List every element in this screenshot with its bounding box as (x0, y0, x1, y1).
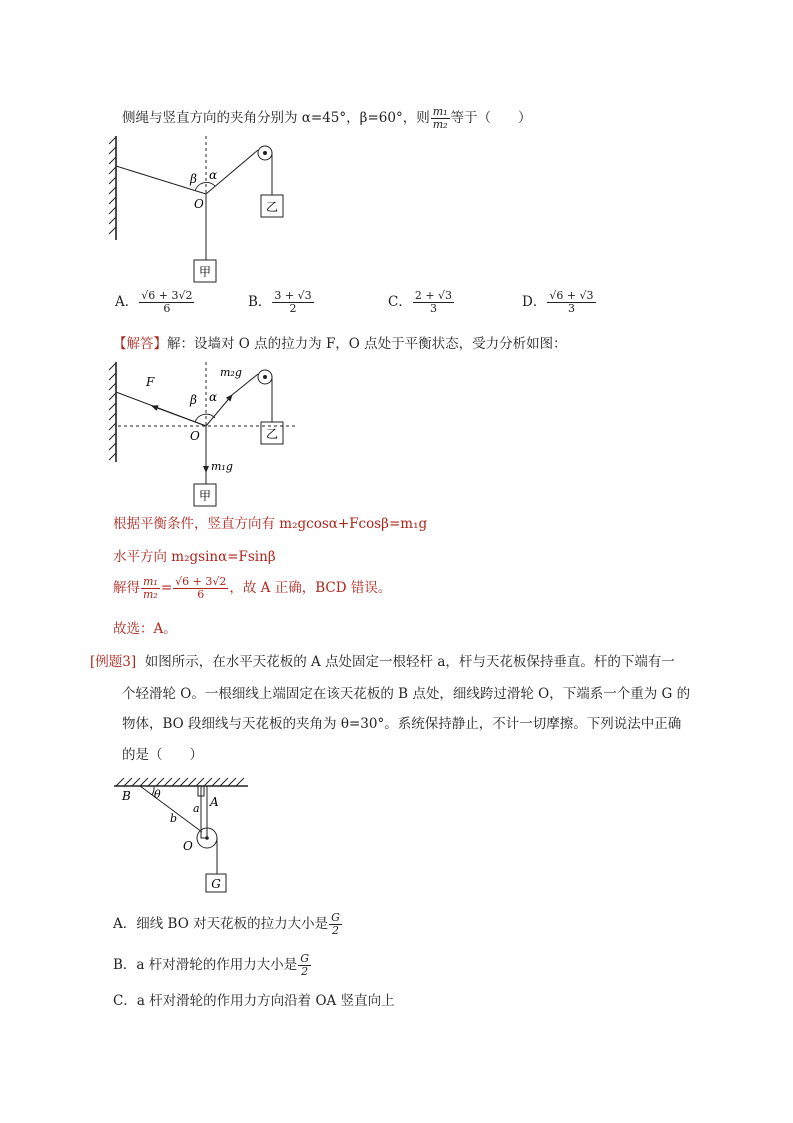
mass-ratio-fraction (431, 106, 450, 131)
result-equals: = (160, 580, 173, 596)
example3-text1: 如图所示，在水平天花板的 A 点处固定一根轻杆 a，杆与天花板保持垂直。杆的下端有一 (144, 654, 675, 670)
example3-option-a-num: G (331, 911, 340, 924)
option-c (388, 290, 455, 315)
weight-g-label: G (211, 877, 221, 891)
point-b-label: B (122, 789, 131, 803)
result-ratio-fraction (141, 576, 160, 601)
result-ratio-num: m₁ (143, 575, 158, 588)
result-value-den: 6 (197, 588, 205, 601)
answer-intro-text: 解：设墙对 O 点的拉力为 F，O 点处于平衡状态，受力分析如图： (167, 336, 567, 352)
answer-line-result (113, 576, 391, 601)
option-b-letter: B． (248, 294, 272, 310)
result-ratio-den: m₂ (143, 588, 158, 601)
example3-option-b (113, 953, 312, 978)
box-yi-label: 乙 (265, 200, 279, 214)
answer-intro (113, 334, 567, 354)
example3-option-a-fraction (329, 912, 342, 937)
example3-tag: [例题3] (90, 654, 137, 670)
point-a-label: A (210, 795, 219, 809)
option-c-numerator: 2 + √3 (414, 289, 453, 302)
pulley-o-label: O (183, 839, 193, 853)
box-yi-label-2: 乙 (265, 427, 279, 441)
option-a-letter: A． (115, 294, 139, 310)
option-d-fraction (547, 290, 595, 315)
option-a-fraction (139, 290, 194, 315)
option-d-numerator: √6 + √3 (549, 289, 594, 302)
option-b-fraction (272, 290, 313, 315)
example3-option-b-text: B．a 杆对滑轮的作用力大小是 (113, 957, 298, 973)
example3-line1 (90, 652, 675, 672)
box-jia-label: 甲 (198, 265, 212, 279)
option-a (115, 290, 195, 315)
option-a-numerator: √6 + 3√2 (141, 289, 193, 302)
example3-line3: 物体，BO 段细线与天花板的夹角为 θ=30°。系统保持静止，不计一切摩擦。下列说法中正确 (122, 716, 682, 732)
box-jia-label-2: 甲 (198, 489, 212, 503)
option-d-denominator: 3 (567, 302, 575, 315)
example3-option-b-den: 2 (301, 965, 309, 978)
force-f-label: F (146, 375, 155, 389)
stem-suffix: 等于（ ） (450, 110, 532, 126)
point-o-label-2: O (190, 429, 200, 443)
rod-a-label: a (193, 802, 200, 815)
result-suffix: ，故 A 正确，BCD 错误。 (229, 580, 392, 596)
force-m2g-label: m₂g (220, 366, 242, 379)
alpha-label: α (209, 168, 218, 182)
option-a-denominator: 6 (163, 302, 171, 315)
beta-label-2: β (190, 393, 197, 407)
stem-prefix: 侧绳与竖直方向的夹角分别为 α=45°，β=60°，则 (122, 110, 430, 126)
answer-line-horizontal: 水平方向 m₂gsinα=Fsinβ (113, 549, 276, 565)
example3-option-a-den: 2 (331, 924, 339, 937)
option-c-denominator: 3 (429, 302, 437, 315)
option-d (522, 290, 597, 315)
example3-line4: 的是（ ） (122, 747, 203, 763)
example3-option-a (113, 912, 343, 937)
option-b-numerator: 3 + √3 (274, 289, 312, 302)
force-m1g-label: m₁g (211, 460, 233, 473)
figure-3-ceiling-pulley (112, 776, 252, 896)
example3-option-c: C．a 杆对滑轮的作用力方向沿着 OA 竖直向上 (113, 993, 395, 1009)
result-value-fraction (173, 576, 228, 601)
point-o-label: O (194, 197, 204, 211)
example3-line2: 个轻滑轮 O。一根细线上端固定在该天花板的 B 点处，细线跨过滑轮 O，下端系一个重为 G 的 (122, 686, 691, 702)
option-b (248, 290, 315, 315)
frac-denominator: m₂ (432, 118, 448, 131)
option-d-letter: D． (522, 294, 547, 310)
option-c-letter: C． (388, 294, 412, 310)
example3-option-a-text: A．细线 BO 对天花板的拉力大小是 (113, 916, 329, 932)
example3-option-b-fraction (298, 953, 311, 978)
question-stem (122, 106, 532, 131)
result-prefix: 解得 (113, 580, 140, 596)
beta-label: β (190, 172, 197, 186)
example3-option-b-num: G (300, 952, 310, 965)
result-value-num: √6 + 3√2 (175, 575, 227, 588)
answer-line-vertical: 根据平衡条件，竖直方向有 m₂gcosα+Fcosβ=m₁g (113, 516, 428, 532)
theta-label: θ (154, 788, 161, 801)
string-b-label: b (170, 812, 178, 825)
answer-choice: 故选：A。 (113, 621, 177, 637)
frac-numerator: m₁ (432, 105, 448, 118)
option-c-fraction (413, 290, 454, 315)
option-b-denominator: 2 (289, 302, 297, 315)
figure-2-force-diagram (108, 360, 308, 512)
figure-1-pulley-diagram (108, 136, 308, 288)
answer-tag: 【解答】 (113, 336, 167, 352)
alpha-label-2: α (209, 390, 218, 404)
